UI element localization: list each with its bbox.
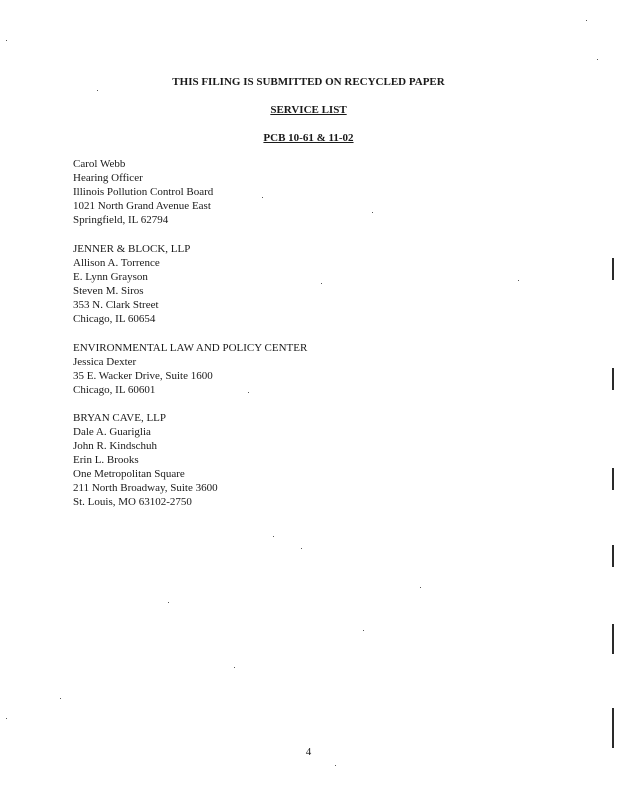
scan-margin-mark	[612, 624, 614, 654]
page-number: 4	[305, 746, 312, 758]
scan-speck	[321, 283, 322, 284]
scan-speck	[6, 40, 7, 41]
recycled-paper-notice: THIS FILING IS SUBMITTED ON RECYCLED PAPER	[172, 76, 445, 88]
entry-line: Chicago, IL 60654	[73, 313, 156, 325]
entry-line: Allison A. Torrence	[73, 257, 160, 269]
entry-line: ENVIRONMENTAL LAW AND POLICY CENTER	[73, 342, 308, 354]
scan-speck	[518, 280, 519, 281]
entry-line: Chicago, IL 60601	[73, 384, 156, 396]
entry-line: John R. Kindschuh	[73, 440, 158, 452]
scan-speck	[248, 392, 249, 393]
entry-line: Illinois Pollution Control Board	[73, 186, 214, 198]
scan-speck	[363, 630, 364, 631]
scan-speck	[60, 698, 61, 699]
scan-speck	[597, 59, 598, 60]
scan-speck	[335, 765, 336, 766]
entry-line: Jessica Dexter	[73, 356, 137, 368]
scan-speck	[273, 536, 274, 537]
entry-line: One Metropolitan Square	[73, 468, 185, 480]
entry-line: Carol Webb	[73, 158, 126, 170]
entry-line: JENNER & BLOCK, LLP	[73, 243, 191, 255]
entry-line: St. Louis, MO 63102-2750	[73, 496, 192, 508]
entry-line: BRYAN CAVE, LLP	[73, 412, 167, 424]
entry-line: Erin L. Brooks	[73, 454, 139, 466]
service-entry-hearing-officer	[73, 157, 213, 227]
entry-line: 1021 North Grand Avenue East	[73, 200, 211, 212]
scan-speck	[97, 90, 98, 91]
entry-line: Hearing Officer	[73, 172, 143, 184]
scan-margin-mark	[612, 258, 614, 280]
service-entry-jenner-block	[73, 242, 190, 326]
scan-speck	[6, 718, 7, 719]
scan-margin-mark	[612, 368, 614, 390]
entry-line: Springfield, IL 62794	[73, 214, 169, 226]
scan-speck	[168, 602, 169, 603]
scan-margin-mark	[612, 545, 614, 567]
entry-line: E. Lynn Grayson	[73, 271, 148, 283]
scan-speck	[586, 20, 587, 21]
scan-speck	[262, 197, 263, 198]
scan-margin-mark	[612, 708, 614, 748]
entry-line: Dale A. Guariglia	[73, 426, 151, 438]
entry-line: 35 E. Wacker Drive, Suite 1600	[73, 370, 213, 382]
scan-margin-mark	[612, 468, 614, 490]
scan-speck	[420, 587, 421, 588]
scan-speck	[372, 212, 373, 213]
service-entry-bryan-cave	[73, 411, 218, 509]
case-number: PCB 10-61 & 11-02	[263, 132, 354, 144]
entry-line: 353 N. Clark Street	[73, 299, 159, 311]
scan-speck	[234, 667, 235, 668]
entry-line: 211 North Broadway, Suite 3600	[73, 482, 218, 494]
entry-line: Steven M. Siros	[73, 285, 144, 297]
service-list-title: SERVICE LIST	[270, 104, 347, 116]
scan-speck	[301, 548, 302, 549]
service-entry-elpc	[73, 341, 307, 397]
